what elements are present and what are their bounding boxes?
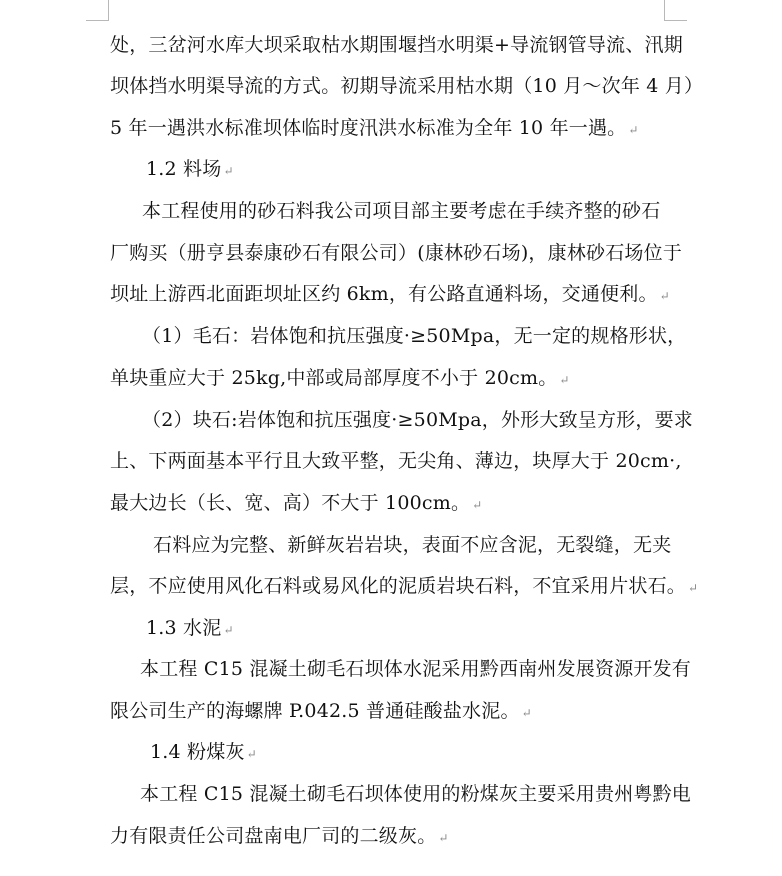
paragraph-mark: ↵ [223, 164, 234, 178]
paragraph-mark: ↵ [688, 581, 699, 595]
body-text-line: 力有限责任公司盘南电厂司的二级灰。 ↵ [110, 825, 449, 847]
crop-mark-top-left [86, 0, 109, 21]
paragraph-mark: ↵ [246, 747, 257, 761]
body-text-line: 本工程 C15 混凝土砌毛石坝体水泥采用黔西南州发展资源开发有 [140, 658, 691, 680]
section-heading: 1.2 料场 ↵ [146, 158, 234, 180]
body-text-line: 处，三岔河水库大坝采取枯水期围堰挡水明渠+导流钢管导流、汛期 [110, 34, 683, 56]
body-text-line: 限公司生产的海螺牌 P.042.5 普通硅酸盐水泥。 ↵ [110, 700, 532, 722]
paragraph-mark: ↵ [223, 623, 234, 637]
body-text-line: 单块重应大于 25kg,中部或局部厚度不小于 20cm。 ↵ [110, 367, 570, 389]
section-heading: 1.4 粉煤灰 ↵ [150, 741, 257, 763]
paragraph-mark: ↵ [438, 831, 449, 845]
paragraph-mark: ↵ [559, 373, 570, 387]
body-text-line: 坝址上游西北面距坝址区约 6km，有公路直通料场，交通便利。 ↵ [110, 283, 670, 305]
crop-mark-top-right [664, 0, 687, 21]
body-text-line: 坝体挡水明渠导流的方式。初期导流采用枯水期（10 月～次年 4 月） [110, 75, 704, 97]
body-text-line: 石料应为完整、新鲜灰岩岩块，表面不应含泥，无裂缝，无夹 [153, 534, 672, 556]
body-text-line: （2）块石:岩体饱和抗压强度·≥50Mpa，外形大致呈方形，要求 [142, 409, 693, 431]
section-heading: 1.3 水泥 ↵ [146, 617, 234, 639]
paragraph-mark: ↵ [472, 498, 483, 512]
paragraph-mark: ↵ [628, 123, 639, 137]
body-text-line: 层，不应使用风化石料或易风化的泥质岩块石料，不宜采用片状石。 ↵ [110, 575, 699, 597]
body-text-line: 5 年一遇洪水标准坝体临时度汛洪水标准为全年 10 年一遇。 ↵ [110, 117, 639, 139]
body-text-line: 最大边长（长、宽、高）不大于 100cm。 ↵ [110, 492, 483, 514]
body-text-line: 本工程 C15 混凝土砌毛石坝体使用的粉煤灰主要采用贵州粤黔电 [140, 783, 691, 805]
paragraph-mark: ↵ [659, 289, 670, 303]
paragraph-mark: ↵ [521, 706, 532, 720]
body-text-line: 上、下两面基本平行且大致平整，无尖角、薄边，块厚大于 20cm·, [110, 450, 682, 472]
body-text-line: 本工程使用的砂石料我公司项目部主要考虑在手续齐整的砂石 [142, 200, 661, 222]
body-text-line: 厂购买（册亨县泰康砂石有限公司）(康林砂石场)，康林砂石场位于 [110, 242, 683, 264]
body-text-line: （1）毛石：岩体饱和抗压强度·≥50Mpa，无一定的规格形状， [142, 325, 687, 347]
